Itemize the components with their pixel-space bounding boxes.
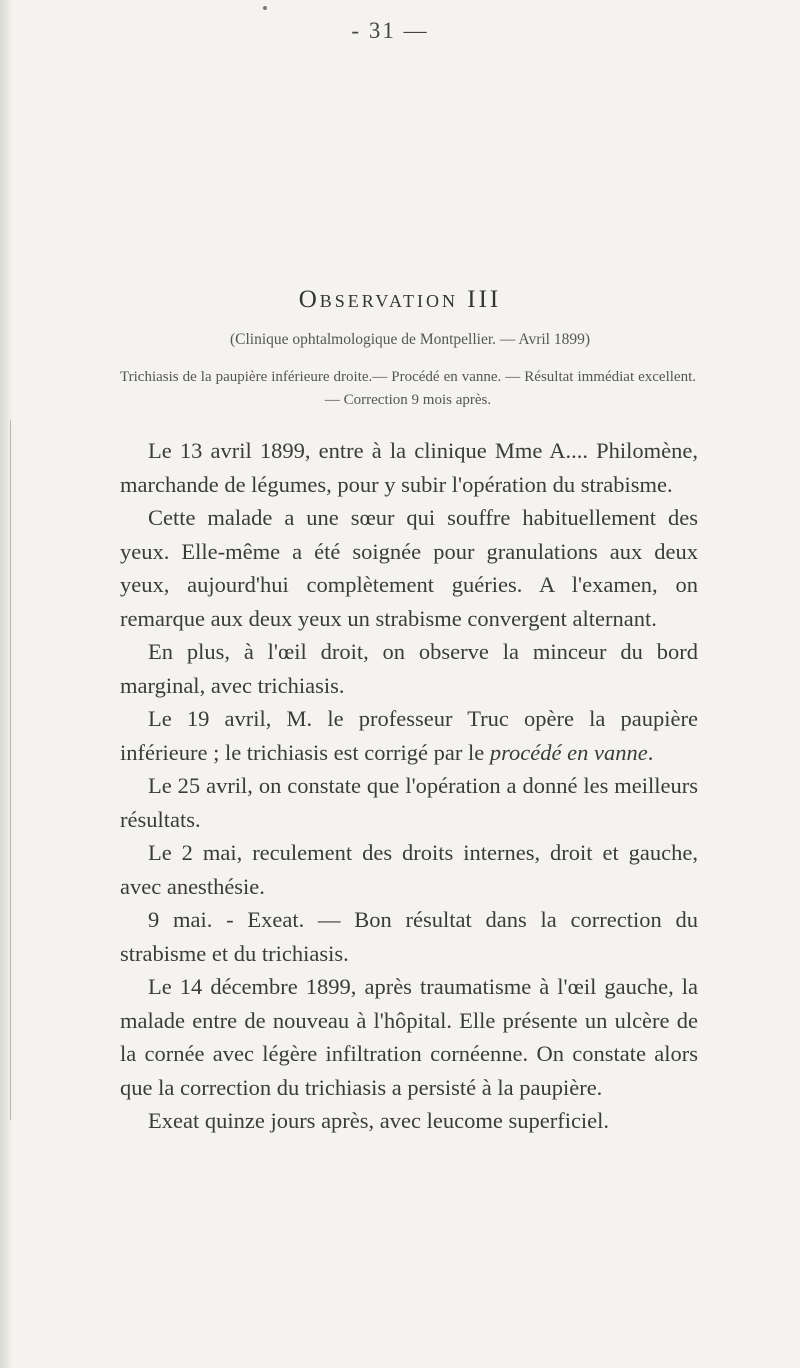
paragraph-final-exeat: Exeat quinze jours après, avec leucome superficiel. [148, 1108, 610, 1133]
operation-text-end: . [647, 739, 654, 765]
case-body [120, 434, 698, 1138]
operation-text: Le 19 avril, M. le professeur Truc opère la paupière inférieure ; le trichiasis est corrigé par le [120, 706, 698, 765]
paragraph-exeat: 9 mai. - Exeat. — Bon résultat dans la correction du strabisme et du trichiasis. [120, 907, 698, 966]
page-number: - 31 — [351, 18, 429, 43]
paragraph-admission: Le 13 avril 1899, entre à la clinique Mme A.... Philomène, marchande de légumes, pour y subir l'opération du strabisme. [120, 438, 698, 497]
case-summary: Trichiasis de la paupière inférieure droite.— Procédé en vanne. — Résultat immédiat excellent. — Correction 9 mois après. [120, 369, 696, 408]
binding-line [10, 420, 11, 1120]
paragraph-result: Le 25 avril, on constate que l'opération a donné les meilleurs résultats. [120, 773, 698, 832]
paragraph-readmission: Le 14 décembre 1899, après traumatisme à l'œil gauche, la malade entre de nouveau à l'hôpital. Elle présente un ulcère de la cornée avec légère infiltration cornéenne. On constate alors que la correction du trichiasis a persisté à la paupière. [120, 974, 698, 1100]
procedure-name: procédé en vanne [489, 739, 648, 765]
paragraph-history: Cette malade a une sœur qui souffre habituellement des yeux. Elle-même a été soignée pour granulations aux deux yeux, aujourd'hui complètement guéries. A l'examen, on remarque aux deux yeux un strabisme convergent alternant. [120, 505, 698, 631]
paragraph-observation: En plus, à l'œil droit, on observe la minceur du bord marginal, avec trichiasis. [120, 639, 698, 698]
paragraph-operation [120, 702, 698, 769]
observation-title: Observation III [298, 286, 502, 313]
paragraph-strabismus-surgery: Le 2 mai, reculement des droits internes, droit et gauche, avec anesthésie. [120, 840, 698, 899]
clinic-reference: (Clinique ophtalmologique de Montpellier. — Avril 1899) [229, 331, 591, 348]
print-speck [263, 6, 267, 10]
page-edge-shadow [0, 0, 14, 1368]
